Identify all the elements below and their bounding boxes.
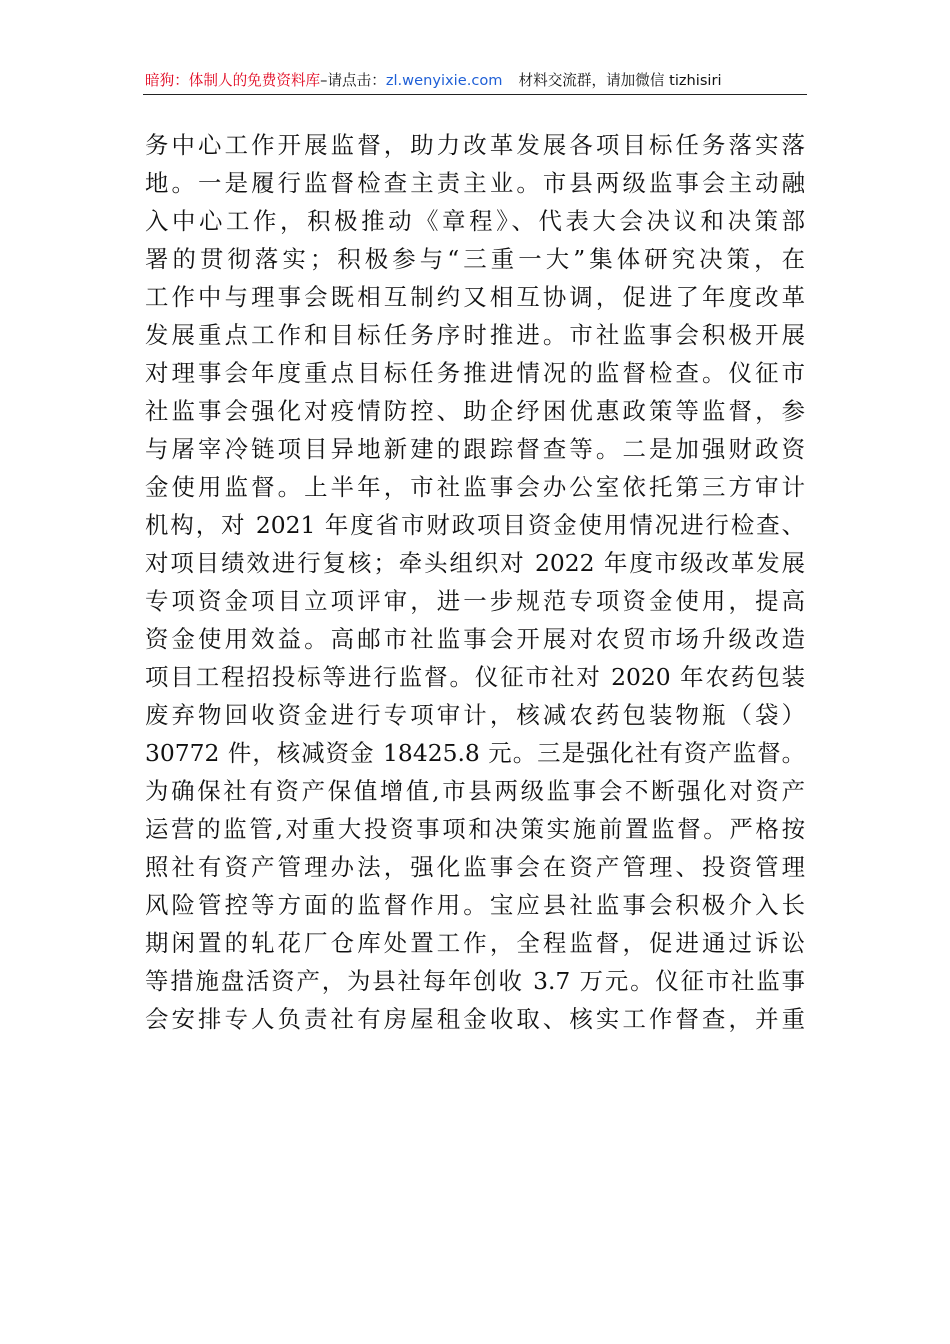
text-line: 金使用监督。上半年，市社监事会办公室依托第三方审计 xyxy=(145,473,805,501)
header-brand: 暗狗：体制人的免费资料库 xyxy=(145,72,321,89)
text-line: 期闲置的轧花厂仓库处置工作，全程监督，促进通过诉讼 xyxy=(145,929,805,957)
header-wechat-note: 材料交流群，请加微信 tizhisiri xyxy=(518,72,722,89)
text-line: 工作中与理事会既相互制约又相互协调，促进了年度改革 xyxy=(145,283,805,311)
text-line: 务中心工作开展监督，助力改革发展各项目标任务落实落 xyxy=(145,131,805,159)
text-line: 照社有资产管理办法，强化监事会在资产管理、投资管理 xyxy=(145,853,805,881)
text-line: 社监事会强化对疫情防控、助企纾困优惠政策等监督，参 xyxy=(145,397,805,425)
text-line: 30772 件，核减资金 18425.8 元。三是强化社有资产监督。 xyxy=(145,739,805,767)
header-prompt: –请点击： xyxy=(320,72,386,89)
header-divider xyxy=(143,94,807,95)
text-line: 等措施盘活资产，为县社每年创收 3.7 万元。仪征市社监事 xyxy=(145,967,805,995)
text-line: 项目工程招投标等进行监督。仪征市社对 2020 年农药包装 xyxy=(145,663,805,691)
text-line: 会安排专人负责社有房屋租金收取、核实工作督查，并重 xyxy=(145,1005,805,1033)
text-line: 资金使用效益。高邮市社监事会开展对农贸市场升级改造 xyxy=(145,625,805,653)
text-line: 对项目绩效进行复核；牵头组织对 2022 年度市级改革发展 xyxy=(145,549,805,577)
text-line: 废弃物回收资金进行专项审计，核减农药包装物瓶（袋） xyxy=(145,701,805,729)
text-line: 机构，对 2021 年度省市财政项目资金使用情况进行检查、 xyxy=(145,511,805,539)
text-line: 入中心工作，积极推动《章程》、代表大会决议和决策部 xyxy=(145,207,805,235)
header-link[interactable]: zl.wenyixie.com xyxy=(385,72,503,89)
text-line: 与屠宰冷链项目异地新建的跟踪督查等。二是加强财政资 xyxy=(145,435,805,463)
text-line: 对理事会年度重点目标任务推进情况的监督检查。仪征市 xyxy=(145,359,805,387)
text-line: 署的贯彻落实；积极参与“三重一大”集体研究决策，在 xyxy=(145,245,805,273)
text-line: 运营的监管,对重大投资事项和决策实施前置监督。严格按 xyxy=(145,815,805,843)
text-line: 为确保社有资产保值增值,市县两级监事会不断强化对资产 xyxy=(145,777,805,805)
body-paragraph xyxy=(145,126,805,1038)
page-header xyxy=(145,70,807,96)
text-line: 地。一是履行监督检查主责主业。市县两级监事会主动融 xyxy=(145,169,805,197)
text-line: 风险管控等方面的监督作用。宝应县社监事会积极介入长 xyxy=(145,891,805,919)
text-line: 专项资金项目立项评审，进一步规范专项资金使用，提高 xyxy=(145,587,805,615)
text-line: 发展重点工作和目标任务序时推进。市社监事会积极开展 xyxy=(145,321,805,349)
